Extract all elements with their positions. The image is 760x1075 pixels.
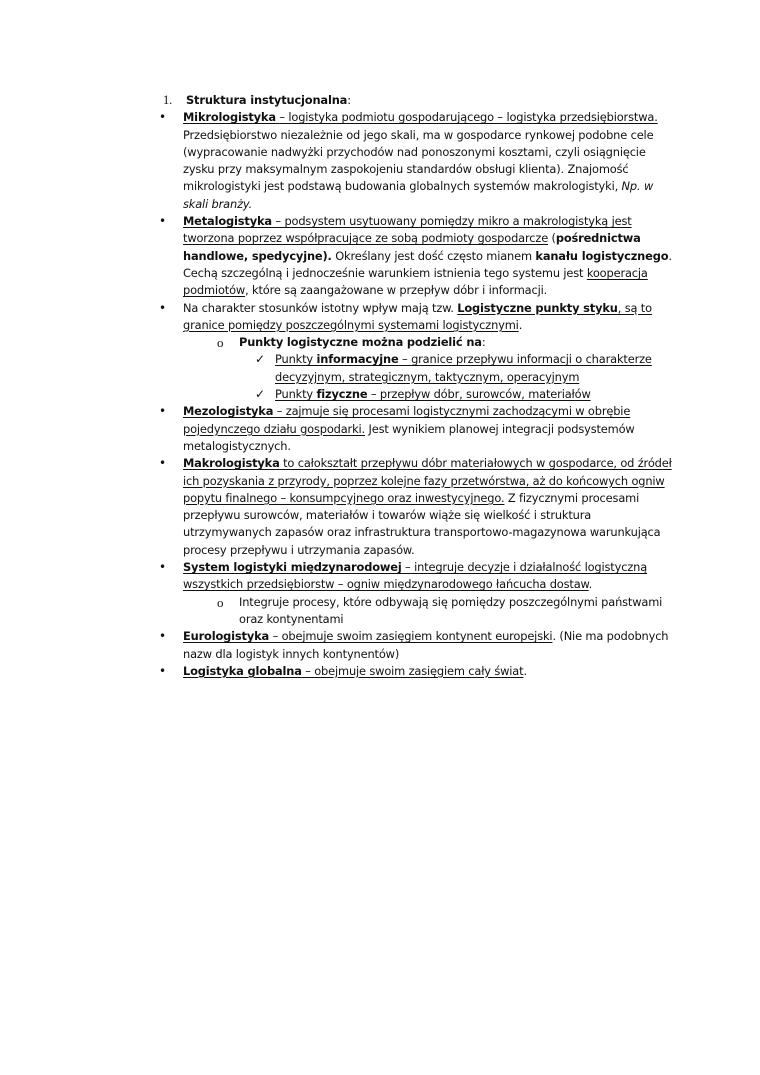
term-eurologistyka: Eurologistyka	[183, 629, 270, 644]
term-mikrologistyka: Mikrologistyka	[183, 110, 276, 125]
list-item-metalogistyka: • Metalogistyka – podsystem usytuowany pomiędzy mikro a makrologistyką jest tworzona poprzez współpracujące ze sobą podmioty gospodarcze (pośrednictwa handlowe, spedycyjne). Określany jest dość często mianem kanału logistycznego. Cechą szczególną i jednocześnie warunkiem istnienia tego systemu jest kooperacja podmiotów, które są zaangażowane w przepływ dóbr i informacji.	[159, 214, 672, 298]
list-item-mikrologistyka: • Mikrologistyka – logistyka podmiotu gospodarującego – logistyka przedsiębiorstwa. Przedsiębiorstwo niezależnie od jego skali, ma w gospodarce rynkowej podobne cele (wypracowanie nadwyżki przychodów nad ponoszonymi kosztami, czyli osiągnięcie zysku przy maksymalnym zaspokojeniu standardów obsługi klienta). Znajomość mikrologistyki jest podstawą budowania globalnych systemów makrologistyki, Np. w skali branży.	[159, 110, 658, 211]
list-item-eurologistyka: • Eurologistyka – obejmuje swoim zasięgiem kontynent europejski. (Nie ma podobnych nazw dla logistyk innych kontynentów)	[159, 629, 669, 661]
sublist-item-integruje: o Integruje procesy, które odbywają się pomiędzy poszczególnymi państwami oraz kontynentami	[217, 594, 663, 626]
bullet-icon: •	[159, 214, 166, 229]
term-metalogistyka: Metalogistyka	[183, 214, 272, 229]
sublist-item-podzial: o Punkty logistyczne można podzielić na:	[217, 335, 486, 351]
document-body	[159, 92, 673, 680]
check-item-informacyjne: ✓ Punkty informacyjne – granice przepływu informacji o charakterze decyzyjnym, strategicznym, taktycznym, operacyjnym	[255, 352, 652, 384]
term-logistyka-globalna: Logistyka globalna	[183, 663, 302, 678]
term-punkty-styku: Logistyczne punkty styku	[457, 300, 618, 315]
list-item-mezologistyka: • Mezologistyka – zajmuje się procesami logistycznymi zachodzącymi w obrębie pojedynczego działu gospodarki. Jest wynikiem planowej integracji podsystemów metalogistycznych.	[159, 404, 635, 453]
heading-title: Struktura instytucjonalna	[186, 93, 348, 107]
bullet-icon: •	[159, 560, 166, 575]
heading-number: 1.	[163, 93, 173, 107]
checkmark-icon: ✓	[255, 352, 265, 367]
circle-bullet-icon: o	[217, 335, 224, 351]
bullet-icon: •	[159, 110, 166, 125]
circle-bullet-icon: o	[217, 594, 224, 610]
term-mezologistyka: Mezologistyka	[183, 404, 274, 419]
bullet-icon: •	[159, 663, 166, 678]
bullet-icon: •	[159, 404, 166, 419]
check-item-fizyczne: ✓ Punkty fizyczne – przepływ dóbr, surowców, materiałów	[275, 386, 673, 403]
list-item-makrologistyka: • Makrologistyka to całokształt przepływu dóbr materiałowych w gospodarce, od źródeł ich pozyskania z przyrody, poprzez kolejne fazy przetwórstwa, aż do końcowych ogniw popytu finalnego – konsumpcyjnego oraz inwestycyjnego. Z fizycznymi procesami przepływu surowców, materiałów i towarów wiąże się wielkość i struktura utrzymywanych zapasów oraz infrastruktura transportowo-magazynowa warunkująca procesy przepływu i utrzymania zapasów.	[159, 456, 672, 557]
checkmark-icon: ✓	[255, 387, 265, 402]
bullet-icon: •	[159, 456, 166, 471]
bullet-icon: •	[159, 629, 166, 644]
list-item-logistyka-globalna: • Logistyka globalna – obejmuje swoim zasięgiem cały świat.	[183, 663, 673, 680]
list-item-punkty-styku: • Na charakter stosunków istotny wpływ mają tzw. Logistyczne punkty styku, są to granice pomiędzy poszczególnymi systemami logistycznymi.	[159, 300, 652, 332]
bullet-icon: •	[159, 300, 166, 315]
term-makrologistyka: Makrologistyka	[183, 456, 280, 471]
example-text: Np. w skali branży.	[183, 179, 654, 211]
term-system-logistyki: System logistyki międzynarodowej	[183, 560, 402, 575]
heading-row: 1. Struktura instytucjonalna:	[186, 92, 673, 109]
list-item-logistyka-miedzynarodowa: • System logistyki międzynarodowej – integruje decyzje i działalność logistyczną wszystkich przedsiębiorstw – ogniw międzynarodowego łańcucha dostaw.	[159, 560, 648, 592]
